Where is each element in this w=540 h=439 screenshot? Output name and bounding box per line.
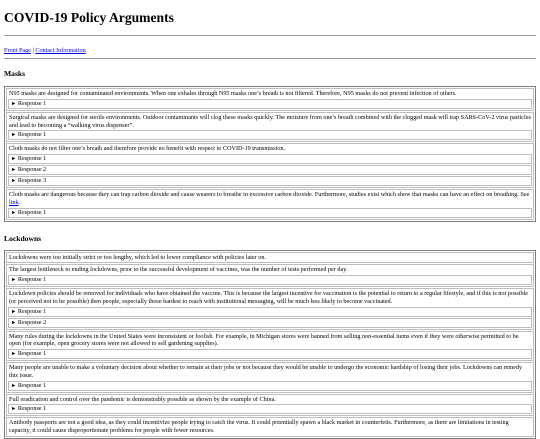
triangle-right-icon: ► <box>11 277 17 283</box>
argument-text: Antibody passports are not a good idea, as they could incentivize people trying to catch the virus. It could potentially spawn a black market in counterfeits. Furthermore, as there are limitations in testing capacity, it could cause disproportionate problems for people with fewer resources. <box>9 419 509 434</box>
argument-text <box>7 190 533 208</box>
response-label: Response 2 <box>17 166 47 173</box>
argument-item <box>6 288 534 330</box>
argument-item <box>6 252 534 264</box>
argument-text: Lockdown policies should be removed for individuals who have obtained the vaccine. This is because the largest incentive for vaccination is the potential to return to a regular lifestyle, and if this is not possible (or perceived not to be possible) then people, especially those hardest to reach with institutional messaging, will be much less likely to become vaccinated. <box>9 290 529 305</box>
response-label: Response 1 <box>17 350 47 357</box>
triangle-right-icon: ► <box>11 209 17 216</box>
argument-text: Many people are unable to make a voluntary decision about whether to remain at their jobs or not because they would be unable to undergo the economic hardship of losing their jobs. Lockdowns can remedy this issue. <box>9 364 523 379</box>
triangle-right-icon: ► <box>11 167 17 173</box>
triangle-right-icon: ► <box>11 308 17 315</box>
triangle-right-icon: ► <box>11 382 17 389</box>
argument-item <box>6 143 534 188</box>
argument-item <box>6 417 534 437</box>
argument-text: Full eradication and control over the pandemic is demonstrably possible as shown by the example of China. <box>9 395 276 403</box>
argument-item <box>6 112 534 143</box>
response-toggle[interactable] <box>8 154 532 164</box>
response-toggle[interactable] <box>8 176 532 186</box>
triangle-right-icon: ► <box>11 156 17 162</box>
argument-text-body: Cloth masks are dangerous because they can trap carbon dioxide and cause wearers to breathe in excessive carbon dioxide. Furthermore, studies exist which show that masks can have an effect on breathing. See <box>9 191 530 198</box>
response-label: Response 1 <box>17 276 47 283</box>
response-toggle[interactable] <box>8 381 532 391</box>
triangle-right-icon: ► <box>11 100 17 107</box>
response-toggle[interactable] <box>8 307 532 317</box>
argument-item <box>6 362 534 393</box>
section-heading-lockdowns: Lockdowns <box>4 233 42 243</box>
divider <box>4 35 536 36</box>
response-toggle[interactable] <box>8 208 532 218</box>
argument-text: Surgical masks are designed for sterile environments. Outdoor contaminants will clog these masks quickly. The moisture from one’s breath combined with the clogged mask will trap SARS-CoV-2 virus particles and lead to becoming a “walking virus dispenser”. <box>9 113 531 129</box>
nav-separator: | <box>32 47 34 54</box>
argument-text: Cloth masks do not filter one’s breath and therefore provide no benefit with respect to COVID-19 transmission. <box>9 145 286 153</box>
argument-item <box>6 264 534 287</box>
triangle-right-icon: ► <box>11 132 17 139</box>
lockdowns-argument-list <box>4 250 536 439</box>
response-label: Response 2 <box>17 318 47 326</box>
nav-bar <box>4 46 536 55</box>
argument-text: N95 masks are designed for contaminated environments. When one exhales through N95 masks one’s breath is not filtered. Therefore, N95 masks do not prevent infection of others. <box>9 90 457 97</box>
argument-item <box>6 189 534 220</box>
response-label: Response 1 <box>17 307 47 315</box>
response-toggle[interactable] <box>8 318 532 328</box>
argument-item <box>6 88 534 111</box>
front-page-link[interactable]: Front Page <box>4 47 31 54</box>
argument-item <box>6 331 534 362</box>
response-label: Response 1 <box>17 381 47 389</box>
argument-text: Many rules during the lockdowns in the United States were inconsistent or foolish. For example, in Michigan stores were banned from selling non-essential items even if they were otherwise permitted to be open (for example, open grocery stores were not allowed to sell gardening supplies). <box>9 332 519 348</box>
response-label: Response 1 <box>17 405 47 413</box>
response-toggle[interactable] <box>8 275 532 285</box>
response-label: Response 1 <box>17 131 47 139</box>
section-heading-masks: Masks <box>4 69 26 78</box>
response-toggle[interactable] <box>8 404 532 414</box>
response-toggle[interactable] <box>8 165 532 175</box>
response-label: Response 3 <box>17 177 47 184</box>
response-label: Response 1 <box>17 99 47 107</box>
argument-text: The largest bottleneck to ending lockdowns, prior to the successful development of vaccines, was the number of tests performed per day. <box>9 266 348 274</box>
response-toggle[interactable] <box>8 99 532 109</box>
triangle-right-icon: ► <box>11 178 17 184</box>
argument-text: Lockdowns were too initially strict or too lengthy, which led to lower compliance with policies later on. <box>9 253 267 261</box>
response-toggle[interactable] <box>8 349 532 359</box>
response-label: Response 1 <box>17 155 47 162</box>
triangle-right-icon: ► <box>11 406 17 413</box>
triangle-right-icon: ► <box>11 351 17 357</box>
masks-argument-list <box>4 86 536 222</box>
study-link[interactable]: link <box>9 198 19 206</box>
page-title: COVID-19 Policy Arguments <box>4 10 174 25</box>
triangle-right-icon: ► <box>11 319 17 326</box>
response-toggle[interactable] <box>8 130 532 140</box>
argument-text-suffix: . <box>18 198 21 206</box>
response-label: Response 1 <box>17 208 47 216</box>
contact-link[interactable]: Contact Information <box>35 47 86 54</box>
